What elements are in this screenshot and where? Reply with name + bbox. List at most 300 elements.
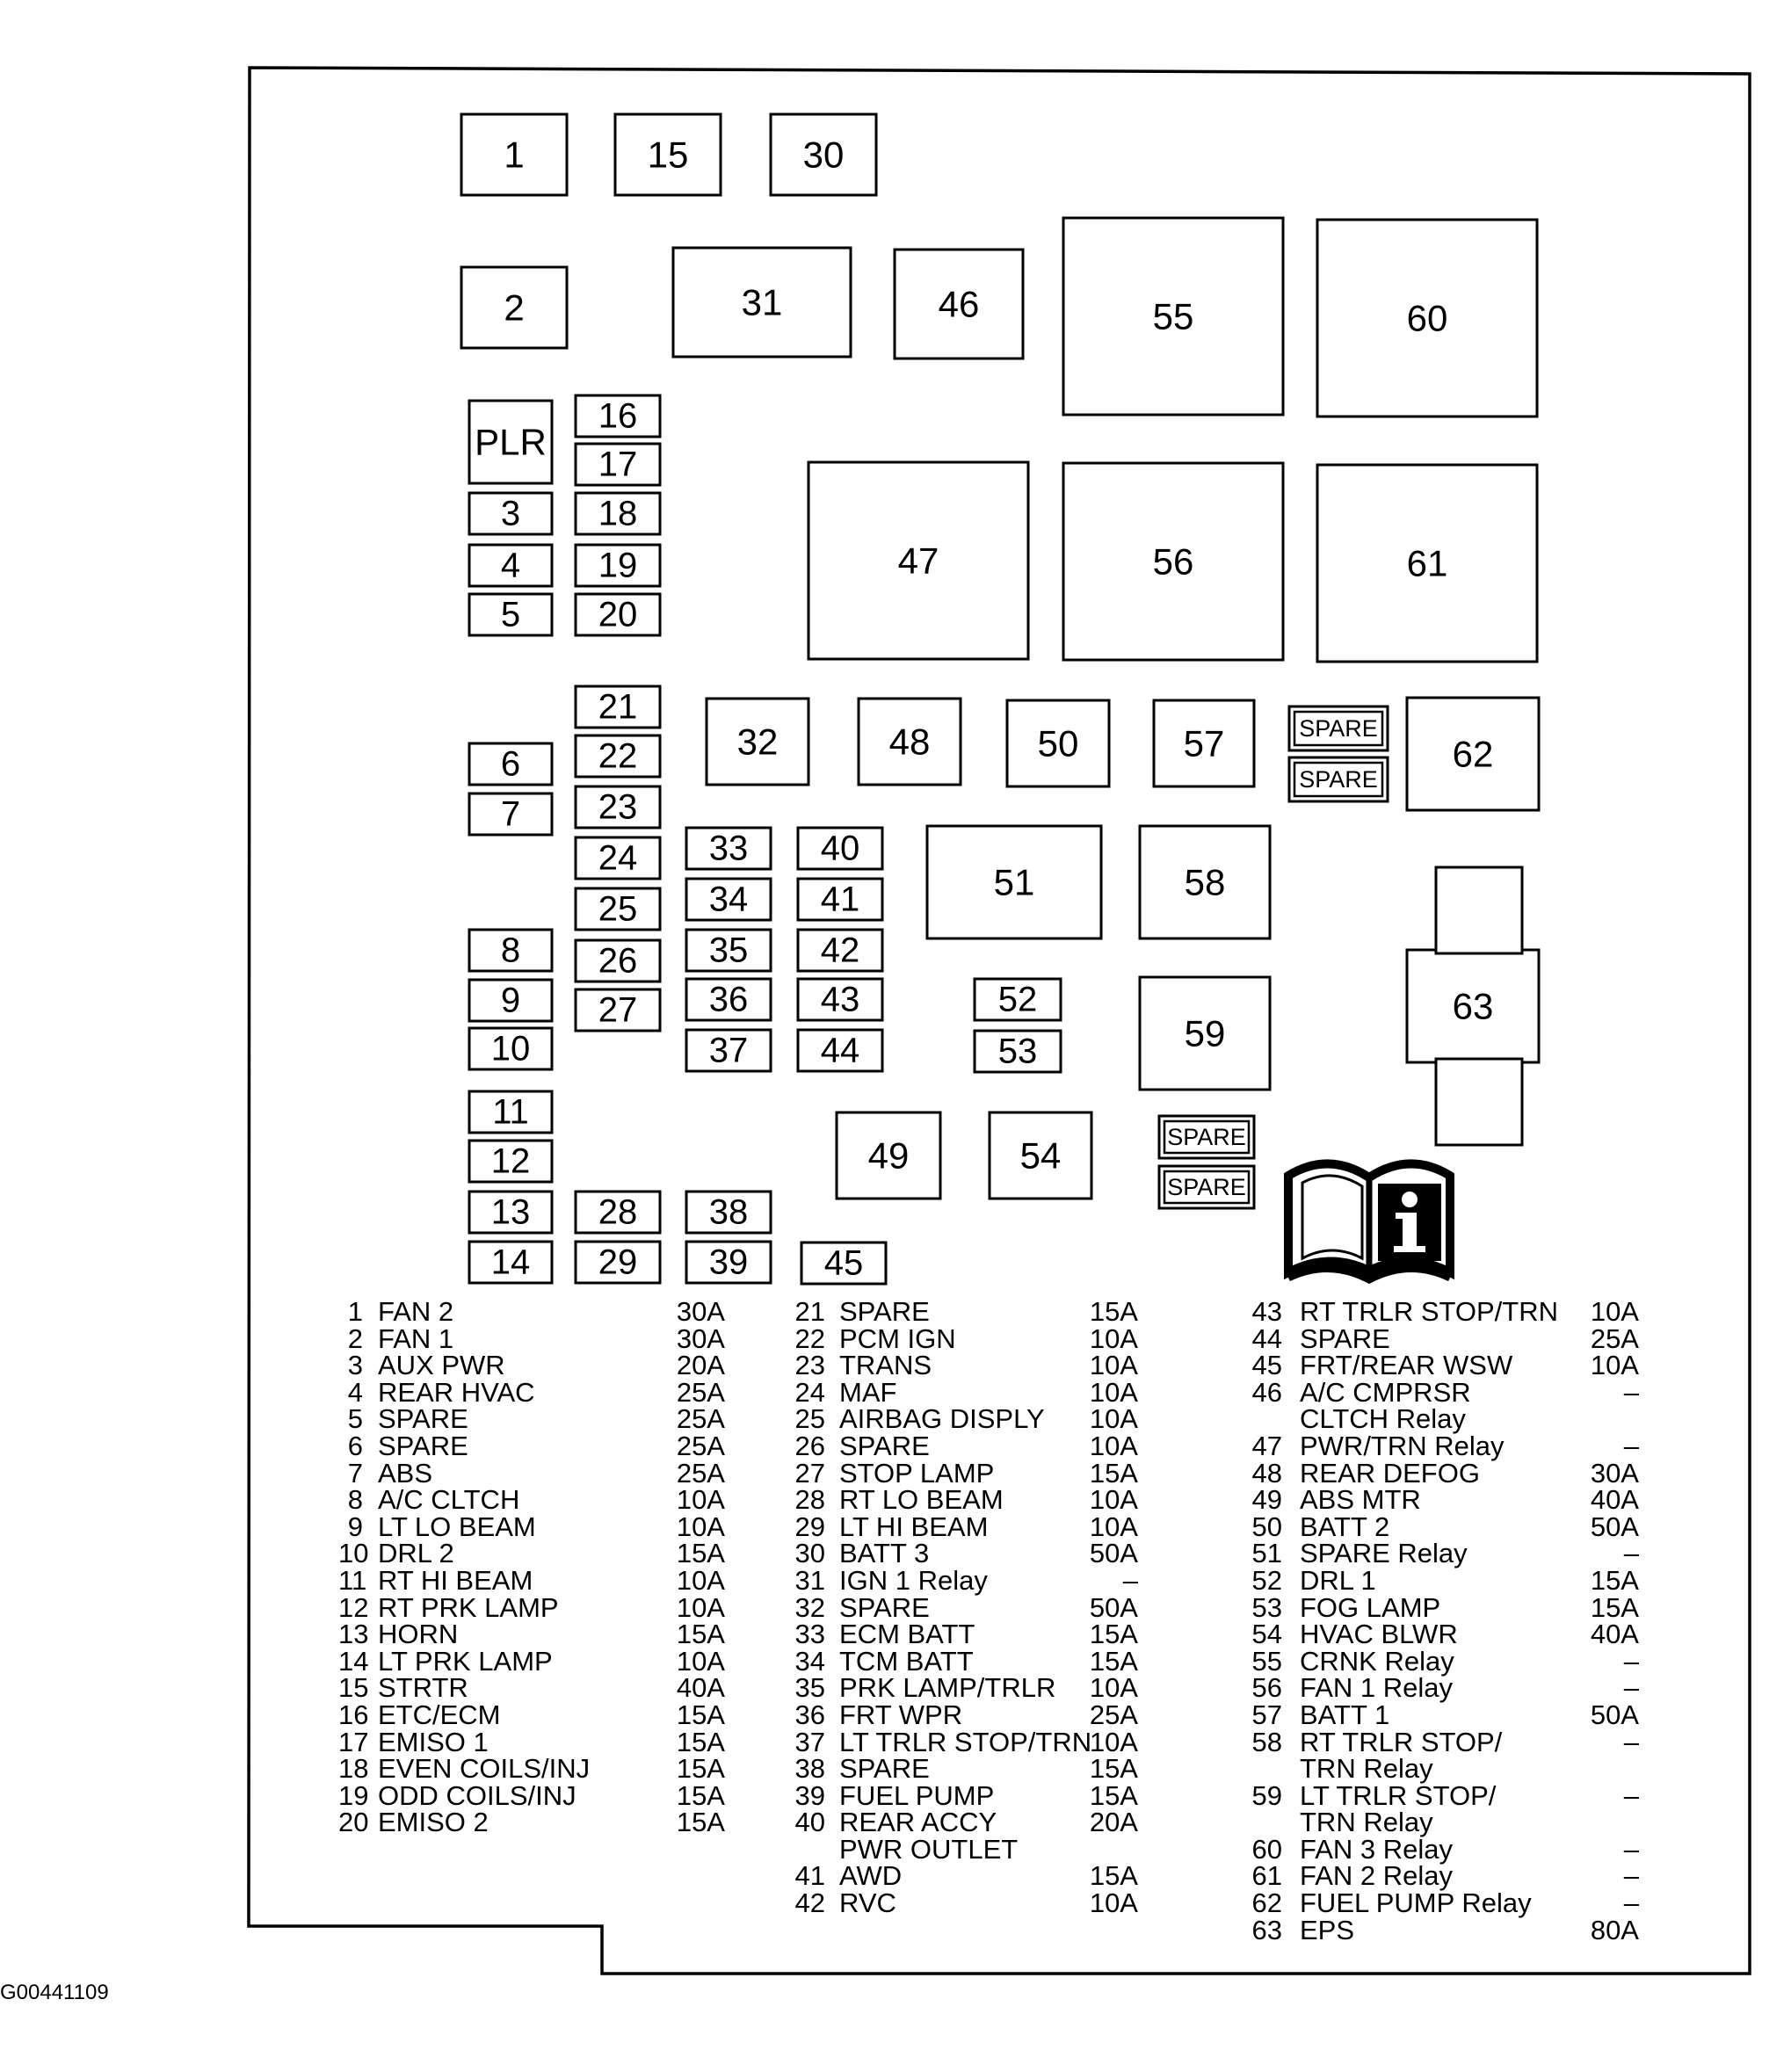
legend-fuse-number: 16 xyxy=(338,1699,369,1730)
fuse-slot-33 xyxy=(686,828,771,869)
legend-amperage: 20A xyxy=(676,1350,725,1381)
legend-amperage: – xyxy=(1623,1779,1639,1811)
legend-amperage: – xyxy=(1623,1376,1639,1408)
legend-amperage: – xyxy=(1623,1430,1639,1461)
fuse-slot-45 xyxy=(801,1242,886,1284)
fuse-slot-label: 48 xyxy=(888,721,931,763)
fuse-slot-label: 25 xyxy=(598,889,638,929)
fuse-slot-label: 13 xyxy=(490,1192,531,1232)
legend-circuit-name: TRN Relay xyxy=(1300,1807,1433,1838)
legend-amperage: – xyxy=(1623,1672,1639,1704)
legend-fuse-number: 9 xyxy=(347,1511,363,1542)
legend-amperage: 10A xyxy=(1590,1350,1639,1381)
legend-circuit-name: SPARE xyxy=(378,1430,468,1461)
fuse-slot-label: 35 xyxy=(708,931,749,970)
legend-amperage: 25A xyxy=(676,1403,725,1435)
fuse-slot-19 xyxy=(576,545,660,586)
legend-amperage: 30A xyxy=(676,1322,725,1354)
fuse-slot-label: 56 xyxy=(1152,540,1194,583)
legend-amperage: 30A xyxy=(1590,1457,1639,1489)
legend-circuit-name: DRL 1 xyxy=(1300,1564,1376,1596)
legend-fuse-number: 36 xyxy=(794,1699,825,1730)
legend-fuse-number: 25 xyxy=(794,1403,825,1435)
legend-amperage: 10A xyxy=(1089,1322,1138,1354)
legend-fuse-number: 17 xyxy=(338,1726,369,1757)
legend-amperage: 15A xyxy=(676,1753,725,1785)
legend-fuse-number: 5 xyxy=(347,1403,363,1435)
legend-amperage: 10A xyxy=(1089,1672,1138,1704)
legend-circuit-name: EMISO 1 xyxy=(378,1726,489,1757)
legend-amperage: 15A xyxy=(1089,1753,1138,1785)
legend-circuit-name: FUEL PUMP xyxy=(839,1779,995,1811)
legend-circuit-name: PRK LAMP/TRLR xyxy=(839,1672,1056,1704)
legend-amperage: – xyxy=(1623,1887,1639,1919)
legend-circuit-name: ODD COILS/INJ xyxy=(378,1779,576,1811)
legend-fuse-number: 19 xyxy=(338,1779,369,1811)
fuse-slot-label: 18 xyxy=(598,494,638,533)
legend-circuit-name: LT HI BEAM xyxy=(839,1511,989,1542)
fuse-slot-label: 14 xyxy=(490,1242,531,1282)
legend-fuse-number: 41 xyxy=(794,1860,825,1892)
fuse-slot-label: 33 xyxy=(708,829,749,868)
legend-fuse-number: 33 xyxy=(794,1619,825,1650)
fuse-slot-label: 52 xyxy=(997,980,1038,1019)
legend-amperage: 15A xyxy=(1089,1457,1138,1489)
fuse-slot-49 xyxy=(837,1112,940,1199)
fuse-slot-40 xyxy=(798,828,882,869)
legend-amperage: 15A xyxy=(1590,1564,1639,1596)
fuse-slot-47 xyxy=(808,462,1028,659)
fuse-slot-55 xyxy=(1063,218,1283,415)
fuse-slot-31 xyxy=(673,248,851,357)
legend-amperage: 25A xyxy=(676,1376,725,1408)
legend-circuit-name: REAR ACCY xyxy=(839,1807,997,1838)
legend-circuit-name: HVAC BLWR xyxy=(1300,1619,1458,1650)
legend-circuit-name: BATT 2 xyxy=(1300,1511,1390,1542)
legend-circuit-name: HORN xyxy=(378,1619,459,1650)
fuse-slot-10 xyxy=(469,1028,552,1069)
legend-amperage: 10A xyxy=(1089,1726,1138,1757)
fuse-slot-label: 43 xyxy=(820,980,860,1019)
legend-amperage: 10A xyxy=(1590,1296,1639,1327)
fuse-slot-label: 36 xyxy=(708,980,749,1019)
legend-fuse-number: 42 xyxy=(794,1887,825,1919)
fuse-slot-58 xyxy=(1140,826,1270,938)
fuse-slot-label: SPARE xyxy=(1167,1124,1246,1150)
legend-fuse-number: 34 xyxy=(794,1645,825,1677)
fuse-slot-label: 53 xyxy=(997,1032,1038,1071)
fuse-slot-15 xyxy=(615,114,721,195)
legend-amperage: 15A xyxy=(1089,1779,1138,1811)
legend-amperage: 40A xyxy=(676,1672,725,1704)
legend-fuse-number: 52 xyxy=(1251,1564,1282,1596)
fuse-slot-label: 9 xyxy=(500,981,521,1020)
legend-fuse-number: 7 xyxy=(347,1457,363,1489)
fuse-slot-7 xyxy=(469,793,552,835)
legend-fuse-number: 28 xyxy=(794,1484,825,1516)
fuse-slot-label: 34 xyxy=(708,880,749,919)
fuse-slot-38 xyxy=(686,1192,771,1233)
fuse-slot-53 xyxy=(975,1031,1061,1072)
fuse-slot-label: 23 xyxy=(598,787,638,827)
fuse-slot-22 xyxy=(576,735,660,777)
fuse-slot-label: 47 xyxy=(897,540,939,582)
legend-amperage: 15A xyxy=(1089,1860,1138,1892)
legend-amperage: 10A xyxy=(1089,1430,1138,1461)
fuse-slot-60 xyxy=(1317,220,1537,417)
legend-amperage: 10A xyxy=(1089,1350,1138,1381)
legend-fuse-number: 48 xyxy=(1251,1457,1282,1489)
fuse-slot-label: 38 xyxy=(708,1192,749,1232)
legend-amperage: 15A xyxy=(676,1807,725,1838)
fuse-slot-label: 26 xyxy=(598,941,638,981)
legend-amperage: 25A xyxy=(1089,1699,1138,1730)
legend-circuit-name: FAN 1 xyxy=(378,1322,454,1354)
legend-fuse-number: 39 xyxy=(794,1779,825,1811)
fuse-slot-28 xyxy=(576,1192,660,1233)
legend-fuse-number: 51 xyxy=(1251,1538,1282,1569)
legend-circuit-name: PCM IGN xyxy=(839,1322,956,1354)
fuse-slot-24 xyxy=(576,837,660,879)
legend-fuse-number: 38 xyxy=(794,1753,825,1785)
legend-fuse-number: 15 xyxy=(338,1672,369,1704)
legend-amperage: 10A xyxy=(676,1564,725,1596)
fuse-slot-label: 40 xyxy=(820,829,860,868)
fuse-slot-label: 30 xyxy=(802,134,845,176)
fuse-slot-label: 19 xyxy=(598,546,638,585)
legend-fuse-number: 53 xyxy=(1251,1591,1282,1623)
legend-circuit-name: PWR OUTLET xyxy=(839,1833,1019,1865)
legend-circuit-name: FAN 1 Relay xyxy=(1300,1672,1454,1704)
legend-fuse-number: 44 xyxy=(1251,1322,1282,1354)
fuse-slot-21 xyxy=(576,686,660,728)
legend-amperage: 15A xyxy=(676,1619,725,1650)
fuse-slot-label: 37 xyxy=(708,1031,749,1070)
legend-circuit-name: SPARE xyxy=(839,1430,930,1461)
legend-circuit-name: FRT/REAR WSW xyxy=(1300,1350,1513,1381)
fuse-slot-plr xyxy=(469,401,552,483)
fuse-slot-41 xyxy=(798,879,882,920)
fuse-slot-label: 5 xyxy=(500,595,521,634)
legend-circuit-name: BATT 1 xyxy=(1300,1699,1390,1730)
fuse-slot-label: 42 xyxy=(820,931,860,970)
legend-circuit-name: REAR DEFOG xyxy=(1300,1457,1480,1489)
fuse-slot-27 xyxy=(576,989,660,1031)
legend-fuse-number: 29 xyxy=(794,1511,825,1542)
legend-amperage: 40A xyxy=(1590,1484,1639,1516)
legend-amperage: 50A xyxy=(1089,1538,1138,1569)
fuse-slot-8 xyxy=(469,930,552,971)
fuse-slot-25 xyxy=(576,888,660,930)
fuse-slot-61 xyxy=(1317,465,1537,662)
legend-amperage: 15A xyxy=(1089,1619,1138,1650)
legend-circuit-name: ECM BATT xyxy=(839,1619,975,1650)
fuse-slot-label: 17 xyxy=(598,445,638,484)
fuse-slot-57 xyxy=(1154,700,1254,786)
fuse-slot-36 xyxy=(686,979,771,1020)
fuse-slot-label: 4 xyxy=(500,546,521,585)
fuse-slot-29 xyxy=(576,1242,660,1283)
legend-fuse-number: 21 xyxy=(794,1296,825,1327)
fuse-slot-35 xyxy=(686,930,771,971)
legend-fuse-number: 12 xyxy=(338,1591,369,1623)
legend-fuse-number: 57 xyxy=(1251,1699,1282,1730)
legend-amperage: 50A xyxy=(1590,1511,1639,1542)
fuse-slot-label: 16 xyxy=(598,396,638,436)
fuse-slot-label: 59 xyxy=(1184,1012,1226,1054)
fuse-slot-label: 61 xyxy=(1406,542,1448,584)
fuse-slot-label: 32 xyxy=(736,721,779,763)
legend-amperage: 15A xyxy=(1590,1591,1639,1623)
legend-amperage: – xyxy=(1623,1833,1639,1865)
legend-fuse-number: 56 xyxy=(1251,1672,1282,1704)
legend-circuit-name: LT TRLR STOP/TRN xyxy=(839,1726,1092,1757)
fuse-slot-label: SPARE xyxy=(1299,715,1378,742)
fuse-slot-label: 28 xyxy=(598,1192,638,1232)
legend-fuse-number: 30 xyxy=(794,1538,825,1569)
legend-fuse-number: 20 xyxy=(338,1807,369,1838)
legend-circuit-name: LT TRLR STOP/ xyxy=(1300,1779,1497,1811)
legend-circuit-name: LT PRK LAMP xyxy=(378,1645,553,1677)
legend-circuit-name: FAN 3 Relay xyxy=(1300,1833,1454,1865)
fuse-slot-spare-66 xyxy=(1159,1166,1254,1208)
fuse-slot-16 xyxy=(576,395,660,437)
fuse-slot-label: 7 xyxy=(500,794,521,834)
legend-circuit-name: LT LO BEAM xyxy=(378,1511,536,1542)
fuse-slot-51 xyxy=(927,826,1101,938)
legend-fuse-number: 23 xyxy=(794,1350,825,1381)
legend-amperage: 15A xyxy=(676,1538,725,1569)
fuse-slot-spare-65 xyxy=(1159,1116,1254,1158)
legend-fuse-number: 2 xyxy=(347,1322,363,1354)
fuse-slot-label: 63 xyxy=(1452,985,1494,1027)
legend-fuse-number: 1 xyxy=(347,1296,363,1327)
legend-amperage: 40A xyxy=(1590,1619,1639,1650)
legend-fuse-number: 18 xyxy=(338,1753,369,1785)
fuse-slot-32 xyxy=(707,699,808,785)
legend-circuit-name: SPARE Relay xyxy=(1300,1538,1468,1569)
legend-amperage: – xyxy=(1623,1860,1639,1892)
fuse-slot-59 xyxy=(1140,977,1270,1090)
fuse-slot-39 xyxy=(686,1242,771,1283)
legend-fuse-number: 63 xyxy=(1251,1914,1282,1945)
legend-amperage: 80A xyxy=(1590,1914,1639,1945)
legend-fuse-number: 60 xyxy=(1251,1833,1282,1865)
fuse-slot-23 xyxy=(576,786,660,828)
fuse-slot-spare-45 xyxy=(1289,757,1388,801)
book-info-icon xyxy=(1288,1163,1450,1279)
legend-fuse-number: 40 xyxy=(794,1807,825,1838)
legend-amperage: – xyxy=(1623,1538,1639,1569)
legend-amperage: 50A xyxy=(1089,1591,1138,1623)
fuse-slot-52 xyxy=(975,979,1061,1020)
legend-circuit-name: TRN Relay xyxy=(1300,1753,1433,1785)
legend-fuse-number: 10 xyxy=(338,1538,369,1569)
legend-amperage: 50A xyxy=(1590,1699,1639,1730)
fuse-slot-label: 1 xyxy=(504,134,525,176)
legend-amperage: 10A xyxy=(676,1511,725,1542)
legend-circuit-name: RT HI BEAM xyxy=(378,1564,533,1596)
legend-fuse-number: 14 xyxy=(338,1645,369,1677)
legend-amperage: – xyxy=(1623,1645,1639,1677)
fuse-slot-label: 57 xyxy=(1183,722,1225,764)
legend-circuit-name: CRNK Relay xyxy=(1300,1645,1454,1677)
legend-circuit-name: RT TRLR STOP/TRN xyxy=(1300,1296,1558,1327)
fuse-slot-label: 22 xyxy=(598,736,638,776)
legend-circuit-name: SPARE xyxy=(839,1591,930,1623)
legend-fuse-number: 55 xyxy=(1251,1645,1282,1677)
legend-amperage: 30A xyxy=(676,1296,725,1327)
legend-circuit-name: MAF xyxy=(839,1376,897,1408)
fuse-slot-34 xyxy=(686,879,771,920)
fuse-slot-54 xyxy=(990,1112,1091,1199)
fuse-slot-label: SPARE xyxy=(1167,1174,1246,1200)
legend-circuit-name: RT TRLR STOP/ xyxy=(1300,1726,1503,1757)
legend-circuit-name: A/C CLTCH xyxy=(378,1484,520,1516)
legend-amperage: 20A xyxy=(1089,1807,1138,1838)
fuse-slot-label: 3 xyxy=(500,494,521,533)
legend-amperage: 10A xyxy=(676,1484,725,1516)
fuse-slot-14 xyxy=(469,1242,552,1283)
legend-fuse-number: 35 xyxy=(794,1672,825,1704)
fuse-slot-label: 27 xyxy=(598,990,638,1030)
fuse-slot-50 xyxy=(1007,700,1109,786)
legend-fuse-number: 8 xyxy=(347,1484,363,1516)
legend-fuse-number: 49 xyxy=(1251,1484,1282,1516)
fuse-slot-37 xyxy=(686,1030,771,1071)
fuse-slot-20 xyxy=(576,594,660,635)
fuse-slot-6 xyxy=(469,743,552,785)
legend-circuit-name: EPS xyxy=(1300,1914,1355,1945)
legend-fuse-number: 32 xyxy=(794,1591,825,1623)
legend-circuit-name: AIRBAG DISPLY xyxy=(839,1403,1045,1435)
legend-circuit-name: A/C CMPRSR xyxy=(1300,1376,1471,1408)
fuse-slot-48 xyxy=(859,699,961,785)
legend-circuit-name: IGN 1 Relay xyxy=(839,1564,988,1596)
legend-fuse-number: 6 xyxy=(347,1430,363,1461)
fuse-slot-44 xyxy=(798,1030,882,1071)
fuse-slot-label: 45 xyxy=(823,1243,864,1283)
legend-circuit-name: SPARE xyxy=(1300,1322,1390,1354)
legend-circuit-name: SPARE xyxy=(378,1403,468,1435)
fuse-slot-label: 12 xyxy=(490,1141,531,1181)
fuse-slot-9 xyxy=(469,980,552,1021)
legend-amperage: 15A xyxy=(676,1726,725,1757)
legend-circuit-name: RT PRK LAMP xyxy=(378,1591,559,1623)
legend-amperage: 25A xyxy=(1590,1322,1639,1354)
legend-circuit-name: FAN 2 xyxy=(378,1296,454,1327)
legend-amperage: 15A xyxy=(1089,1645,1138,1677)
legend-fuse-number: 61 xyxy=(1251,1860,1282,1892)
legend-circuit-name: BATT 3 xyxy=(839,1538,930,1569)
fuse-slot-26 xyxy=(576,940,660,982)
legend-circuit-name: DRL 2 xyxy=(378,1538,454,1569)
fuse-slot-11 xyxy=(469,1091,552,1133)
fuse-slot-label: 10 xyxy=(490,1029,531,1069)
legend-fuse-number: 45 xyxy=(1251,1350,1282,1381)
legend-fuse-number: 4 xyxy=(347,1376,363,1408)
legend-amperage: 10A xyxy=(1089,1887,1138,1919)
fuse-slot-label: 41 xyxy=(820,880,860,919)
fuse-slot-label: 51 xyxy=(993,861,1035,903)
legend-circuit-name: PWR/TRN Relay xyxy=(1300,1430,1505,1461)
legend-circuit-name: EVEN COILS/INJ xyxy=(378,1753,591,1785)
legend-circuit-name: STOP LAMP xyxy=(839,1457,995,1489)
fuse-slot-30 xyxy=(771,114,876,195)
legend-fuse-number: 37 xyxy=(794,1726,825,1757)
fuse-slot-1 xyxy=(461,114,567,195)
legend-amperage: 15A xyxy=(676,1779,725,1811)
legend-fuse-number: 43 xyxy=(1251,1296,1282,1327)
fuse-slot-label: 29 xyxy=(598,1242,638,1282)
legend-amperage: 10A xyxy=(676,1645,725,1677)
fuse-slot-63 xyxy=(1407,950,1539,1062)
legend-fuse-number: 3 xyxy=(347,1350,363,1381)
legend-amperage: 10A xyxy=(1089,1511,1138,1542)
fuse-slot-label: 11 xyxy=(492,1092,529,1132)
legend-fuse-number: 58 xyxy=(1251,1726,1282,1757)
fuse-slot-label: SPARE xyxy=(1299,766,1378,793)
legend-circuit-name: SPARE xyxy=(839,1296,930,1327)
legend-amperage: 25A xyxy=(676,1457,725,1489)
fuse-slot-56 xyxy=(1063,463,1283,660)
fuse-slot-label: 31 xyxy=(741,281,783,323)
legend-circuit-name: ABS MTR xyxy=(1300,1484,1421,1516)
fuse-slot-label: 55 xyxy=(1152,295,1194,337)
fuse-boxes xyxy=(461,114,1539,1284)
fuse-slot-18 xyxy=(576,493,660,534)
fuse-slot-12 xyxy=(469,1141,552,1182)
fuse-slot-label: 6 xyxy=(500,744,521,784)
legend-circuit-name: TCM BATT xyxy=(839,1645,974,1677)
legend-fuse-number: 24 xyxy=(794,1376,825,1408)
fuse-slot-label: 2 xyxy=(504,286,525,329)
diagram-code: G00441109 xyxy=(0,1981,109,2004)
legend-fuse-number: 54 xyxy=(1251,1619,1282,1650)
legend-fuse-number: 31 xyxy=(794,1564,825,1596)
legend-circuit-name: RT LO BEAM xyxy=(839,1484,1004,1516)
legend-fuse-number: 26 xyxy=(794,1430,825,1461)
legend-circuit-name: ETC/ECM xyxy=(378,1699,501,1730)
legend-circuit-name: ABS xyxy=(378,1457,433,1489)
legend-fuse-number: 27 xyxy=(794,1457,825,1489)
fuse-slot-label: 62 xyxy=(1452,733,1494,775)
fuse-slot-label: 46 xyxy=(938,283,980,325)
legend-circuit-name: AWD xyxy=(839,1860,903,1892)
legend-fuse-number: 46 xyxy=(1251,1376,1282,1408)
fuse-slot-2 xyxy=(461,267,567,348)
fuse-slot-5 xyxy=(469,594,552,635)
legend-amperage: – xyxy=(1122,1564,1138,1596)
legend-amperage: – xyxy=(1623,1726,1639,1757)
legend-amperage: 10A xyxy=(676,1591,725,1623)
fuse-slot-label: 58 xyxy=(1184,861,1226,903)
fuse-slot-spare-44 xyxy=(1289,706,1388,750)
legend-amperage: 25A xyxy=(676,1430,725,1461)
legend-fuse-number: 62 xyxy=(1251,1887,1282,1919)
legend-amperage: 15A xyxy=(1089,1296,1138,1327)
fuse-slot-62 xyxy=(1407,698,1539,810)
legend-circuit-name: FUEL PUMP Relay xyxy=(1300,1887,1532,1919)
legend-amperage: 10A xyxy=(1089,1376,1138,1408)
fuse-slot-label: 60 xyxy=(1406,297,1448,339)
fuse-slot-label: 24 xyxy=(598,838,638,878)
fuse-slot-label: 54 xyxy=(1019,1134,1062,1177)
legend-fuse-number: 22 xyxy=(794,1322,825,1354)
legend-circuit-name: CLTCH Relay xyxy=(1300,1403,1466,1435)
fuse-slot-label: 20 xyxy=(598,595,638,634)
fuse-slot-label: 21 xyxy=(598,687,638,727)
